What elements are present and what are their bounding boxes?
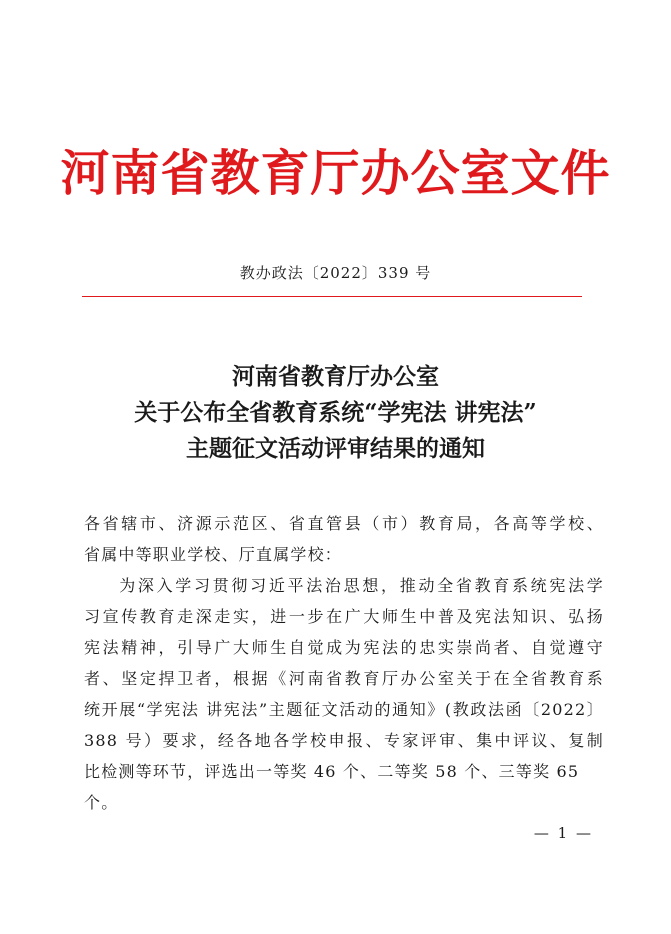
paragraph-line: 统开展“学宪法 讲宪法”主题征文活动的通知》(教政法函〔2022〕: [84, 700, 604, 719]
paragraph-line: 为深入学习贯彻习近平法治思想，推动全省教育系统宪法学: [119, 576, 604, 595]
paragraph-line: 宪法精神，引导广大师生自觉成为宪法的忠实崇尚者、自觉遵守: [84, 638, 604, 657]
notice-body: [84, 508, 604, 818]
paragraph-line: 习宣传教育走深走实，进一步在广大师生中普及宪法知识、弘扬: [84, 607, 604, 626]
page-number: — 1 —: [533, 824, 593, 842]
paragraph-line: 388 号）要求，经各地各学校申报、专家评审、集中评议、复制: [84, 731, 604, 750]
notice-title: [0, 359, 671, 467]
title-line-1: 河南省教育厅办公室: [232, 363, 439, 390]
paragraph-line: 比检测等环节，评选出一等奖 46 个、二等奖 58 个、三等奖 65 个。: [84, 762, 580, 812]
title-line-3: 主题征文活动评审结果的通知: [186, 435, 485, 462]
recipients-line-1: 各省辖市、济源示范区、省直管县（市）教育局，各高等学校、: [84, 514, 604, 533]
red-divider-line: [82, 296, 582, 297]
document-number: 教办政法〔2022〕339 号: [239, 264, 432, 282]
title-line-2: 关于公布全省教育系统“学宪法 讲宪法”: [134, 399, 537, 426]
recipients-line-2: 省属中等职业学校、厅直属学校：: [84, 545, 343, 564]
paragraph-line: 者、坚定捍卫者，根据《河南省教育厅办公室关于在全省教育系: [84, 669, 604, 688]
document-masthead: 河南省教育厅办公室文件: [60, 144, 611, 202]
